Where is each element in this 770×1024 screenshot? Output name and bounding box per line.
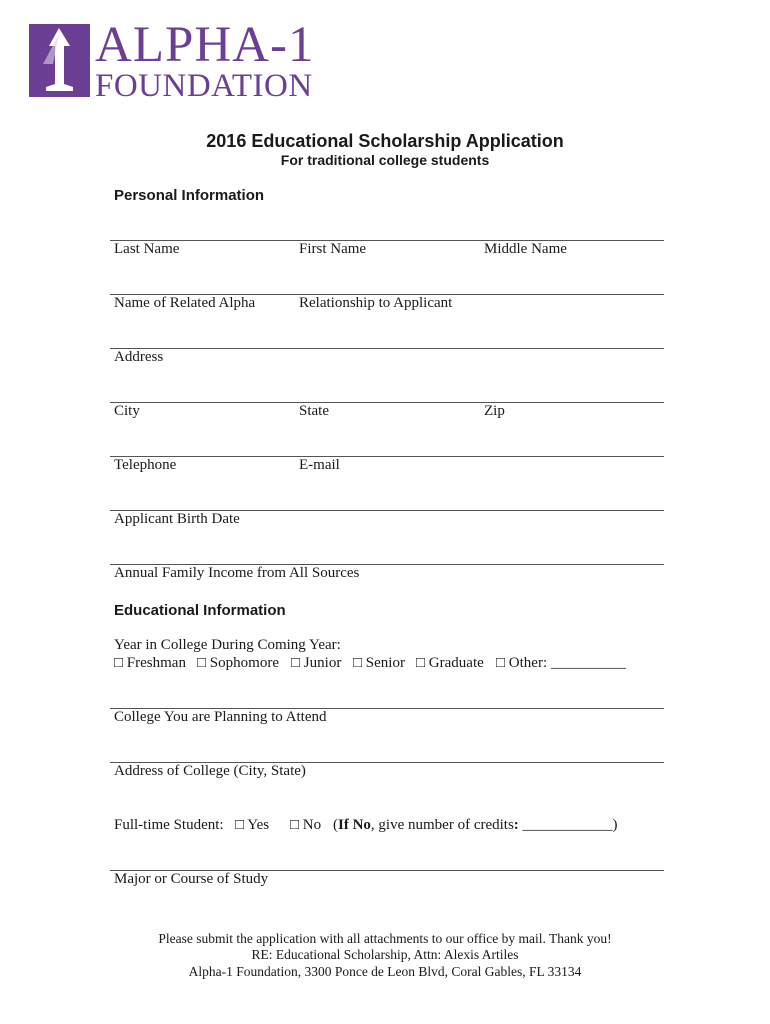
- relationship-field[interactable]: Relationship to Applicant: [299, 295, 453, 311]
- related-alpha-field[interactable]: Name of Related Alpha: [114, 295, 256, 311]
- logo-wordmark-foundation: FOUNDATION: [95, 68, 313, 104]
- credits-colon: :: [513, 817, 519, 833]
- family-income-field[interactable]: Annual Family Income from All Sources: [114, 565, 360, 581]
- field-rule: [110, 456, 664, 457]
- section-heading-personal: Personal Information: [114, 187, 265, 204]
- footer-address: Alpha-1 Foundation, 3300 Ponce de Leon Blvd, Coral Gables, FL 33134: [188, 964, 582, 979]
- credits-open-paren: (: [333, 817, 338, 833]
- college-address-field[interactable]: Address of College (City, State): [114, 763, 306, 779]
- page-subtitle: For traditional college students: [280, 152, 490, 168]
- year-in-college-label: Year in College During Coming Year:: [114, 637, 341, 653]
- major-field[interactable]: Major or Course of Study: [114, 871, 269, 887]
- credits-if-no: If No: [338, 817, 371, 833]
- credits-blank: ____________): [518, 817, 618, 833]
- checkbox-junior[interactable]: □ Junior: [291, 655, 342, 671]
- checkbox-graduate[interactable]: □ Graduate: [416, 655, 484, 671]
- foundation-logo-mark: [29, 24, 90, 97]
- first-name-field[interactable]: First Name: [299, 241, 367, 257]
- checkbox-freshman[interactable]: □ Freshman: [114, 655, 186, 671]
- field-rule: [110, 402, 664, 403]
- birth-date-field[interactable]: Applicant Birth Date: [114, 511, 240, 527]
- arrow-one-icon: [29, 24, 90, 97]
- zip-field[interactable]: Zip: [484, 403, 505, 419]
- section-heading-education: Educational Information: [114, 602, 286, 619]
- city-field[interactable]: City: [114, 403, 140, 419]
- field-rule: [110, 348, 664, 349]
- last-name-field[interactable]: Last Name: [114, 241, 180, 257]
- email-field[interactable]: E-mail: [299, 457, 340, 473]
- logo-wordmark-alpha: ALPHA-1: [95, 17, 315, 73]
- middle-name-field[interactable]: Middle Name: [484, 241, 567, 257]
- page-title: 2016 Educational Scholarship Application: [206, 131, 564, 151]
- credits-note[interactable]: [333, 817, 618, 834]
- footer-attention: RE: Educational Scholarship, Attn: Alexis Artiles: [251, 947, 519, 962]
- checkbox-fulltime-no[interactable]: □ No: [290, 817, 322, 833]
- fulltime-label: Full-time Student:: [114, 817, 224, 833]
- checkbox-senior[interactable]: □ Senior: [353, 655, 405, 671]
- address-field[interactable]: Address: [114, 349, 164, 365]
- state-field[interactable]: State: [299, 403, 329, 419]
- field-rule: [110, 240, 664, 241]
- checkbox-fulltime-yes[interactable]: □ Yes: [235, 817, 270, 833]
- footer-instructions: Please submit the application with all attachments to our office by mail. Thank you!: [158, 931, 612, 946]
- college-field[interactable]: College You are Planning to Attend: [114, 709, 327, 725]
- checkbox-sophomore[interactable]: □ Sophomore: [197, 655, 279, 671]
- checkbox-other[interactable]: □ Other: __________: [496, 655, 626, 671]
- credits-text: , give number of credits: [370, 817, 514, 833]
- telephone-field[interactable]: Telephone: [114, 457, 177, 473]
